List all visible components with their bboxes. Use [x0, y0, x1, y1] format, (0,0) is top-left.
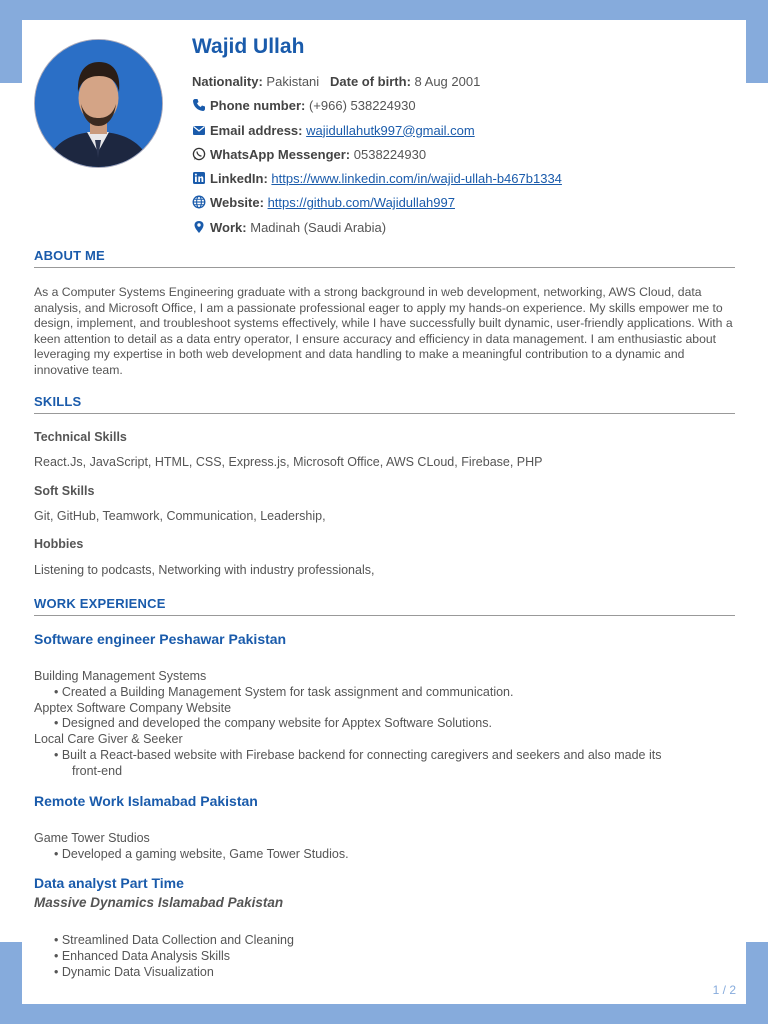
bullet-data-visualization: • Dynamic Data Visualization — [54, 964, 214, 979]
bullet-data-collection: • Streamlined Data Collection and Cleaning — [54, 933, 294, 947]
bullet-care-giver-continued: front-end — [72, 763, 123, 778]
bullet-data-analysis: • Enhanced Data Analysis Skills — [54, 948, 230, 963]
company-name-3: Massive Dynamics Islamabad Pakistan — [34, 895, 284, 910]
soft-skills-label: Soft Skills — [34, 484, 95, 498]
whatsapp-icon — [192, 145, 206, 159]
about-heading: ABOUT ME — [34, 248, 735, 268]
project-building-management: Building Management Systems — [34, 669, 207, 683]
phone-label: Phone number: — [210, 98, 306, 114]
globe-icon — [192, 193, 206, 207]
job-1-details — [34, 669, 724, 780]
website-link[interactable]: https://github.com/Wajidullah997 — [267, 195, 455, 211]
website-row — [192, 191, 732, 215]
about-text: As a Computer Systems Engineering graduate with a strong background in web development, networking, AWS Cloud, data analysis, and Microsoft Office, I am a passionate professional eager to apply my hands-on experience. My skills empower me to design, implement, and troubleshoot systems effectively, while I have successfully built dynamic, user-friendly applications. With a keen attention to detail as a data entry operator, I ensure accuracy and efficiency in data management. I am enthusiastic about leveraging my expertise in both web development and data handling to make a meaningful contribution to a dynamic and innovative team. — [34, 285, 733, 377]
linkedin-label: LinkedIn: — [210, 171, 268, 187]
project-apptex: Apptex Software Company Website — [34, 700, 232, 715]
job-title-3: Data analyst Part Time — [34, 875, 184, 891]
location-icon — [192, 218, 206, 232]
nationality-row — [192, 70, 732, 94]
linkedin-link[interactable]: https://www.linkedin.com/in/wajid-ullah-b467b1334 — [271, 171, 562, 187]
bullet-building-management: • Created a Building Management System for task assignment and communication. — [54, 684, 514, 699]
hobbies-text: Listening to podcasts, Networking with industry professionals, — [34, 563, 375, 577]
linkedin-icon — [192, 169, 206, 183]
job-2-details — [34, 831, 724, 863]
nationality-value: Pakistani — [266, 74, 320, 89]
phone-icon — [192, 96, 206, 110]
bullet-care-giver: • Built a React-based website with Firebase backend for connecting caregivers and seekers and also made its — [54, 747, 662, 762]
linkedin-row — [192, 167, 732, 191]
technical-skills-label: Technical Skills — [34, 430, 127, 444]
dob-value: 8 Aug 2001 — [414, 74, 481, 89]
website-label: Website: — [210, 195, 264, 211]
work-experience-heading: WORK EXPERIENCE — [34, 596, 735, 616]
bullet-apptex: • Designed and developed the company website for Apptex Software Solutions. — [54, 716, 492, 731]
technical-skills-text: React.Js, JavaScript, HTML, CSS, Express.js, Microsoft Office, AWS CLoud, Firebase, PHP — [34, 455, 543, 469]
work-label: Work: — [210, 219, 247, 235]
person-name: Wajid Ullah — [192, 35, 305, 58]
email-icon — [192, 121, 206, 135]
soft-skills-text: Git, GitHub, Teamwork, Communication, Leadership, — [34, 509, 326, 523]
dob-label: Date of birth: — [330, 74, 411, 89]
nationality-label: Nationality: — [192, 74, 263, 89]
header — [192, 34, 732, 240]
email-label: Email address: — [210, 122, 303, 138]
email-link[interactable]: wajidullahutk997@gmail.com — [306, 122, 475, 138]
whatsapp-row — [192, 143, 732, 167]
phone-row — [192, 94, 732, 118]
email-row — [192, 119, 732, 143]
page-number: 1 / 2 — [712, 983, 736, 997]
job-title-2: Remote Work Islamabad Pakistan — [34, 793, 258, 809]
job-3-details — [34, 933, 724, 980]
profile-photo — [34, 39, 163, 168]
hobbies-label: Hobbies — [34, 537, 84, 551]
bullet-game-tower: • Developed a gaming website, Game Tower Studios. — [54, 846, 349, 861]
phone-value: (+966) 538224930 — [308, 98, 416, 114]
whatsapp-label: WhatsApp Messenger: — [210, 146, 351, 162]
job-title-1: Software engineer Peshawar Pakistan — [34, 631, 287, 647]
work-value: Madinah (Saudi Arabia) — [250, 219, 387, 235]
whatsapp-value: 0538224930 — [353, 146, 427, 162]
work-location-row — [192, 216, 732, 240]
skills-heading: SKILLS — [34, 394, 735, 414]
project-game-tower: Game Tower Studios — [34, 831, 150, 845]
cv-page — [22, 20, 746, 1004]
project-care-giver: Local Care Giver & Seeker — [34, 732, 183, 747]
